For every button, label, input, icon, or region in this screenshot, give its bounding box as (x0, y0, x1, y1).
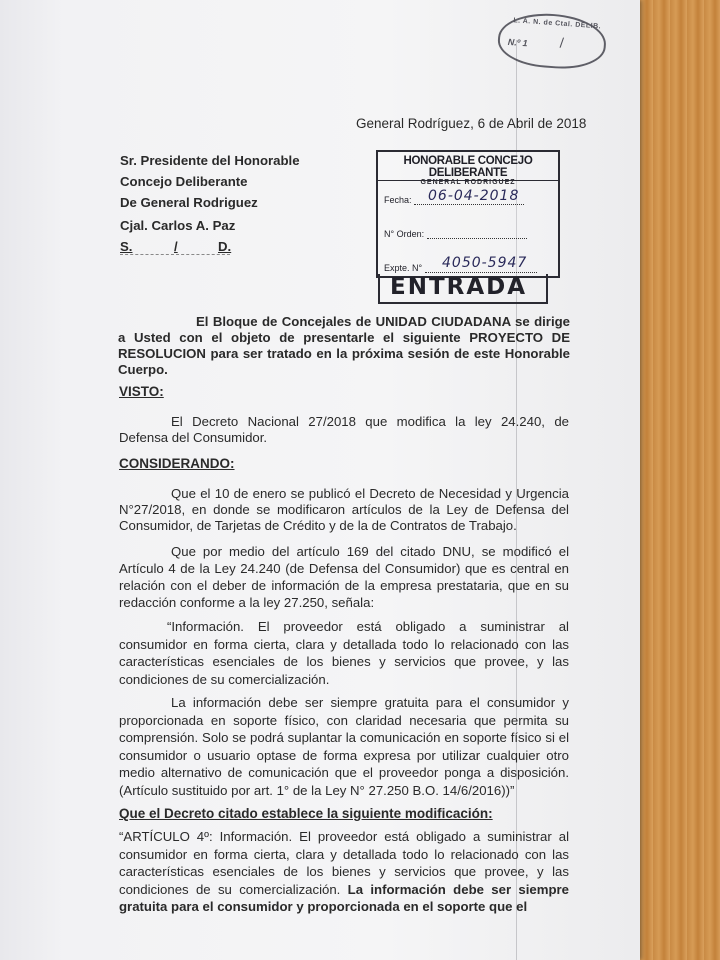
stamp-orden-dots (427, 228, 527, 239)
stamp-header (378, 152, 558, 186)
addressee-line-2: Concejo Deliberante (120, 174, 248, 189)
visto-paragraph: El Decreto Nacional 27/2018 que modifica la ley 24.240, de Defensa del Consumidor. (119, 414, 569, 445)
article-4-paragraph (119, 828, 569, 916)
considerando-paragraph-2: Que por medio del artículo 169 del citado DNU, se modificó el Artículo 4 de la Ley 24.240 (de Defensa del Consumidor) que es central en relación con el deber de información de la empresa prestataria, que en su redacción conforme a la ley 27.250, señala: (119, 544, 569, 610)
wood-background (636, 0, 720, 960)
entrada-stamp (378, 274, 548, 304)
stamp-expte-label: Expte. N° (384, 263, 423, 273)
considerando-heading: CONSIDERANDO: (119, 456, 235, 471)
addressee-slash: / (174, 239, 178, 254)
modification-heading: Que el Decreto citado establece la siguiente modificación: (119, 806, 493, 821)
article-4-label: “ARTÍCULO 4º: (119, 829, 213, 844)
quote-paragraph-2: La información debe ser siempre gratuita para el consumidor y proporcionada en soporte físico, con claridad necesaria que permita su comprensión. Solo se podrá suplantar la comunicación en soporte físico si el consumidor o usuario optase de forma expresa por utilizar cualquier otro medio alternativo de comunicación que el proveedor ponga a disposición. (Artículo sustituido por art. 1° de la Ley N° 27.250 B.O. 14/6/2016))” (119, 695, 569, 798)
addressee-underline (120, 254, 230, 255)
seal-top-text: L. A. N. de Ctal. DELIB. (513, 17, 602, 31)
entry-stamp (376, 150, 560, 278)
stamp-orden-label: N° Orden: (384, 229, 425, 239)
addressee-line-1: Sr. Presidente del Honorable (120, 153, 300, 168)
stamp-orden-row (384, 228, 527, 239)
place-date: General Rodríguez, 6 de Abril de 2018 (356, 116, 587, 131)
stamp-fecha-value: 06-04-2018 (428, 188, 520, 204)
stamp-title: HONORABLE CONCEJO DELIBERANTE (403, 155, 533, 179)
considerando-paragraph-1: Que el 10 de enero se publicó el Decreto de Necesidad y Urgencia N°27/2018, en donde se modificaron artículos de la Ley de Defensa del Consumidor, de Tarjetas de Crédito y de la de Contratos de Trabajo. (119, 486, 569, 533)
addressee-line-3: De General Rodriguez (120, 195, 258, 210)
stamp-fecha-label: Fecha: (384, 195, 412, 205)
addressee-d: D. (218, 239, 232, 254)
quote-paragraph-1: “Información. El proveedor está obligado a suministrar al consumidor en forma cierta, clara y detallada todo lo relacionado con las características esenciales de los bienes y servicios que provee, y las condiciones de su comercialización. (119, 619, 569, 687)
article-4-text-a: Información. El proveedor está obligado a suministrar al consumidor en forma cierta, clara y detallada todo lo relacionado con las características esenciales de los bienes y servicios que provee, y las condiciones de su comercialización. (119, 829, 569, 897)
registry-seal (496, 10, 608, 71)
seal-number: N.º 1 (507, 36, 528, 49)
visto-heading: VISTO: (119, 384, 164, 399)
seal-slash: / (559, 34, 565, 51)
entrada-text: ENTRADA (390, 274, 528, 300)
addressee-s: S. (120, 239, 133, 254)
stamp-subtitle: GENERAL RODRIGUEZ (420, 179, 516, 186)
article-4-text-b: La información debe ser siempre gratuita para el consumidor y proporcionada en el soporte que el (119, 881, 569, 914)
stamp-expte-value: 4050-5947 (442, 255, 528, 271)
addressee-line-4: Cjal. Carlos A. Paz (120, 218, 236, 233)
intro-paragraph: El Bloque de Concejales de UNIDAD CIUDADANA se dirige a Usted con el objeto de presentarle el siguiente PROYECTO DE RESOLUCION para ser tratado en la próxima sesión de este Honorable Cuerpo. (118, 314, 570, 377)
